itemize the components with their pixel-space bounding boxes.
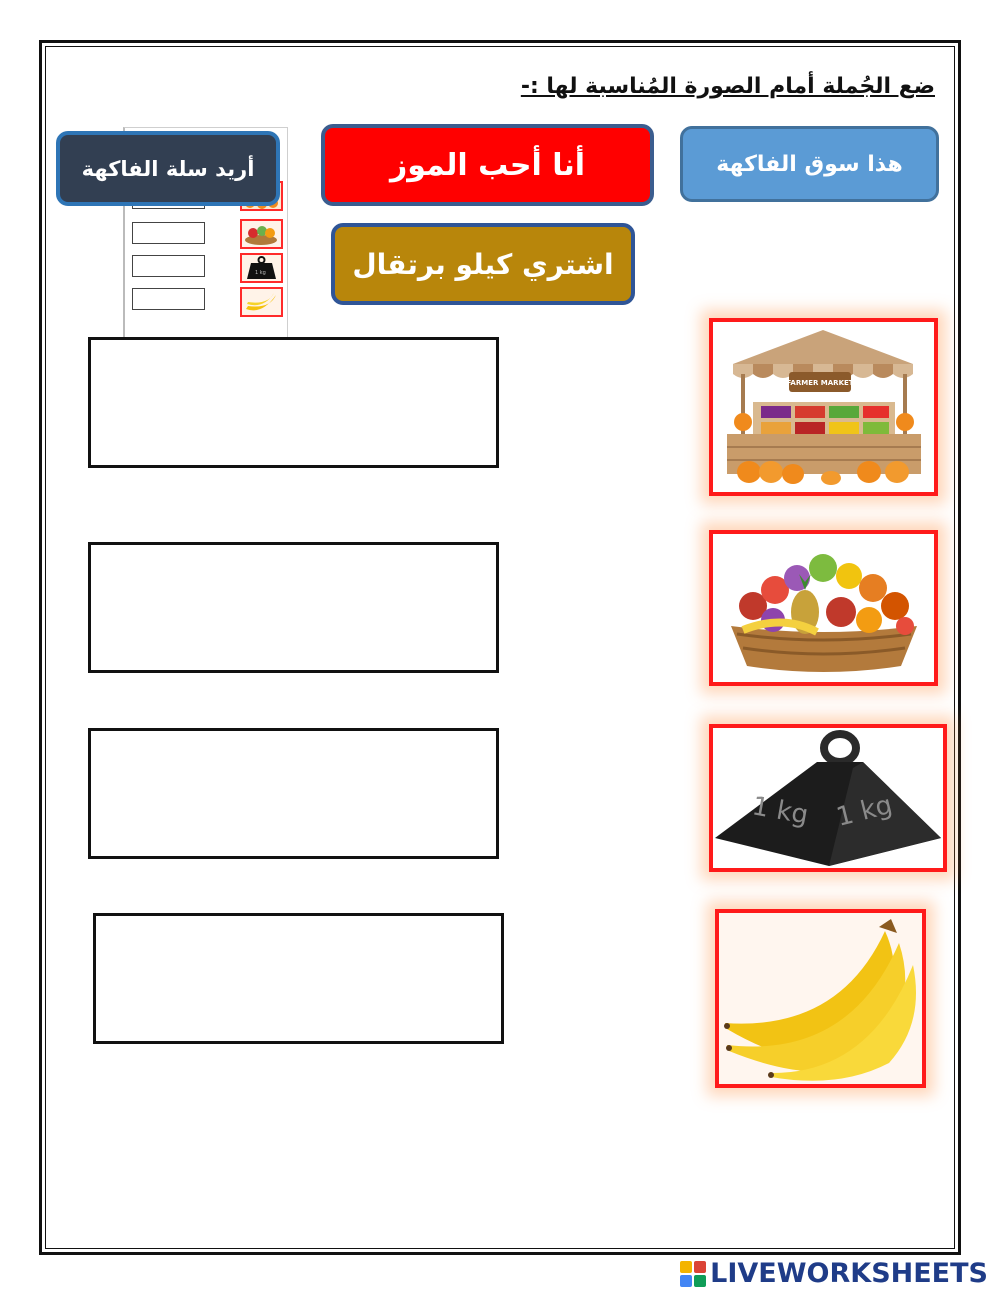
farmer-market-stall-icon — [713, 322, 934, 492]
answer-drop-box-2[interactable] — [88, 542, 499, 673]
thumbnail-answer-box — [132, 288, 205, 310]
kilogram-weight-icon — [713, 728, 943, 868]
svg-text:1 kg: 1 kg — [833, 790, 896, 833]
thumbnail-banana-icon — [240, 287, 283, 317]
sentence-chip-basket[interactable]: أريد سلة الفاكهة — [56, 131, 280, 206]
instruction-heading: ضع الجُملة أمام الصورة المُناسبة لها :- — [520, 74, 935, 99]
brand-text: LIVEWORKSHEETS — [710, 1258, 988, 1289]
sentence-chip-banana[interactable]: أنا أحب الموز — [321, 124, 654, 206]
liveworksheets-logo-icon — [680, 1261, 706, 1287]
svg-text:1 kg: 1 kg — [255, 270, 266, 276]
thumbnail-answer-box — [132, 255, 205, 277]
fruit-basket-icon — [713, 534, 934, 682]
svg-text:FARMER MARKET: FARMER MARKET — [786, 379, 854, 387]
thumbnail-answer-box — [132, 222, 205, 244]
answer-drop-box-1[interactable] — [88, 337, 499, 468]
picture-farmer-market — [709, 318, 938, 496]
sentence-chip-market[interactable]: هذا سوق الفاكهة — [680, 126, 939, 202]
answer-drop-box-3[interactable] — [88, 728, 499, 859]
banana-bunch-icon — [719, 913, 922, 1084]
picture-kilogram-weight — [709, 724, 947, 872]
picture-banana — [715, 909, 926, 1088]
liveworksheets-brand — [680, 1258, 988, 1289]
svg-text:1 kg: 1 kg — [749, 791, 811, 831]
thumbnail-basket-icon — [240, 219, 283, 249]
picture-fruit-basket — [709, 530, 938, 686]
thumbnail-weight-icon — [240, 253, 283, 283]
sentence-chip-orange[interactable]: اشتري كيلو برتقال — [331, 223, 635, 305]
answer-drop-box-4[interactable] — [93, 913, 504, 1044]
